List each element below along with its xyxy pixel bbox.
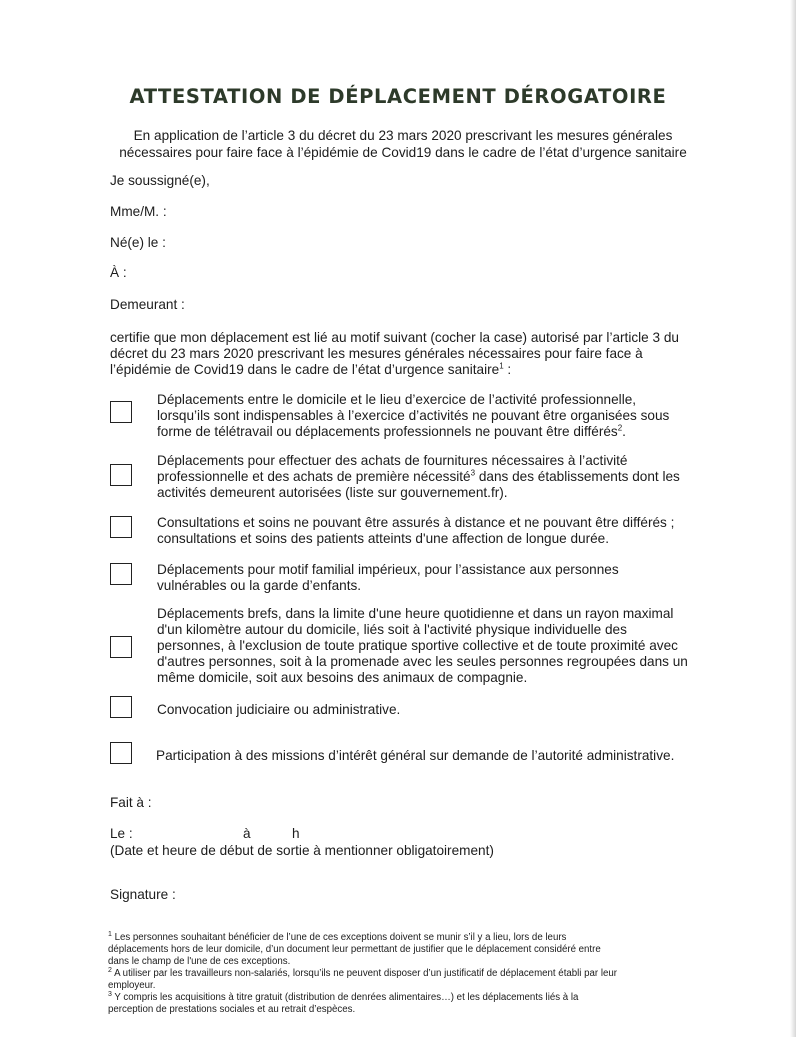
certify-line-2: décret du 23 mars 2020 prescrivant les mesures générales nécessaires pour faire face à <box>110 346 643 361</box>
option-work-travel: Déplacements entre le domicile et le lieu d’exercice de l’activité professionnelle, lorsqu’ils sont indispensables à l’exercice d’activités ne pouvant être organisées sous forme de télétravail ou déplacements professionnels ne pouvant être différés$^2$. <box>157 392 670 439</box>
checkbox-judicial[interactable] <box>110 696 132 718</box>
footnote-ref-2: 2 <box>617 423 623 433</box>
certify-paragraph <box>110 330 710 378</box>
footnotes: $^1$ Les personnes souhaitant bénéficier de l’une de ces exceptions doivent se munir s’il y a lieu, lors de leurs déplacements hors de leur domicile, d’un document leur permettant de justifier que le déplacement considéré entre dans le champ de l'une de ces exceptions. $^2$ A utiliser par les travailleurs non-salariés, lorsqu’ils ne peuvent disposer d’un justificatif de déplacement établi par leur employeur. $^3$ Y compris les acquisitions à titre gratuit (distribution de denrées alimentaires…) et les déplacements liés à la perception de prestations sociales et au retrait d’espèces. <box>108 932 708 1016</box>
address-field[interactable]: Demeurant : <box>110 297 185 312</box>
option-short-trips: Déplacements brefs, dans la limite d'une heure quotidienne et dans un rayon maximal d'un kilomètre autour du domicile, liés soit à l'activité physique individuelle des personnes, à l'exclusion de toute pratique sportive collective et de toute proximité avec d'autres personnes, soit à la promenade avec les seules personnes regroupées dans un même domicile, soit aux besoins des animaux de compagnie. <box>157 606 688 685</box>
footnote-ref-3: 3 <box>470 468 476 478</box>
checkbox-general-interest[interactable] <box>110 742 132 764</box>
checkbox-work-travel[interactable] <box>110 401 132 423</box>
certify-line-3: l’épidémie de Covid19 dans le cadre de l’état d’urgence sanitaire$^1$ : <box>110 361 512 377</box>
checkbox-short-trips[interactable] <box>110 636 132 658</box>
intro-line-2: nécessaires pour faire face à l’épidémie de Covid19 dans le cadre de l’état d’urgence sanitaire <box>119 145 687 160</box>
soussigne-label: Je soussigné(e), <box>110 173 210 188</box>
option-judicial: Convocation judiciaire ou administrative. <box>157 702 401 717</box>
option-shopping: Déplacements pour effectuer des achats de fournitures nécessaires à l’activité professionnelle et des achats de première nécessité$^3$ dans des établissements dont les activités demeurent autorisées (liste sur gouvernement.fr). <box>157 453 680 500</box>
birth-place-field[interactable]: À : <box>110 265 127 280</box>
intro-line-1: En application de l’article 3 du décret du 23 mars 2020 prescrivant les mesures générales <box>133 128 673 143</box>
footnote-1: $^1$ Les personnes souhaitant bénéficier de l’une de ces exceptions doivent se munir s’il y a lieu, lors de leurs <box>108 930 567 943</box>
footnote-3: $^3$ Y compris les acquisitions à titre gratuit (distribution de denrées alimentaires…) et les déplacements liés à la <box>108 990 579 1003</box>
option-family: Déplacements pour motif familial impérieux, pour l’assistance aux personnes vulnérables ou la garde d’enfants. <box>157 562 619 593</box>
time-hour-label: h <box>292 826 300 841</box>
option-general-interest: Participation à des missions d’intérêt général sur demande de l’autorité administrative. <box>156 748 675 763</box>
footnote-ref-1: 1 <box>499 361 504 371</box>
footnote-2: $^2$ A utiliser par les travailleurs non-salariés, lorsqu’ils ne peuvent disposer d’un justificatif de déplacement établi par leur <box>108 966 617 979</box>
signature-field[interactable]: Signature : <box>110 887 176 902</box>
document-title: ATTESTATION DE DÉPLACEMENT DÉROGATOIRE <box>129 85 667 108</box>
time-at-label: à <box>243 826 251 841</box>
checkbox-shopping[interactable] <box>110 464 132 486</box>
checkbox-family[interactable] <box>110 563 132 585</box>
birth-date-field[interactable]: Né(e) le : <box>110 235 166 250</box>
option-health: Consultations et soins ne pouvant être assurés à distance et ne pouvant être différés ; consultations et soins des patients atteints d'une affection de longue durée. <box>157 515 675 546</box>
certify-line-1: certifie que mon déplacement est lié au motif suivant (cocher la case) autorisé par l’article 3 du <box>110 330 679 345</box>
date-field[interactable]: Le : <box>110 826 133 841</box>
date-note: (Date et heure de début de sortie à mentionner obligatoirement) <box>110 843 494 858</box>
mme-m-field[interactable]: Mme/M. : <box>110 204 167 219</box>
place-field[interactable]: Fait à : <box>110 795 152 810</box>
checkbox-health[interactable] <box>110 516 132 538</box>
